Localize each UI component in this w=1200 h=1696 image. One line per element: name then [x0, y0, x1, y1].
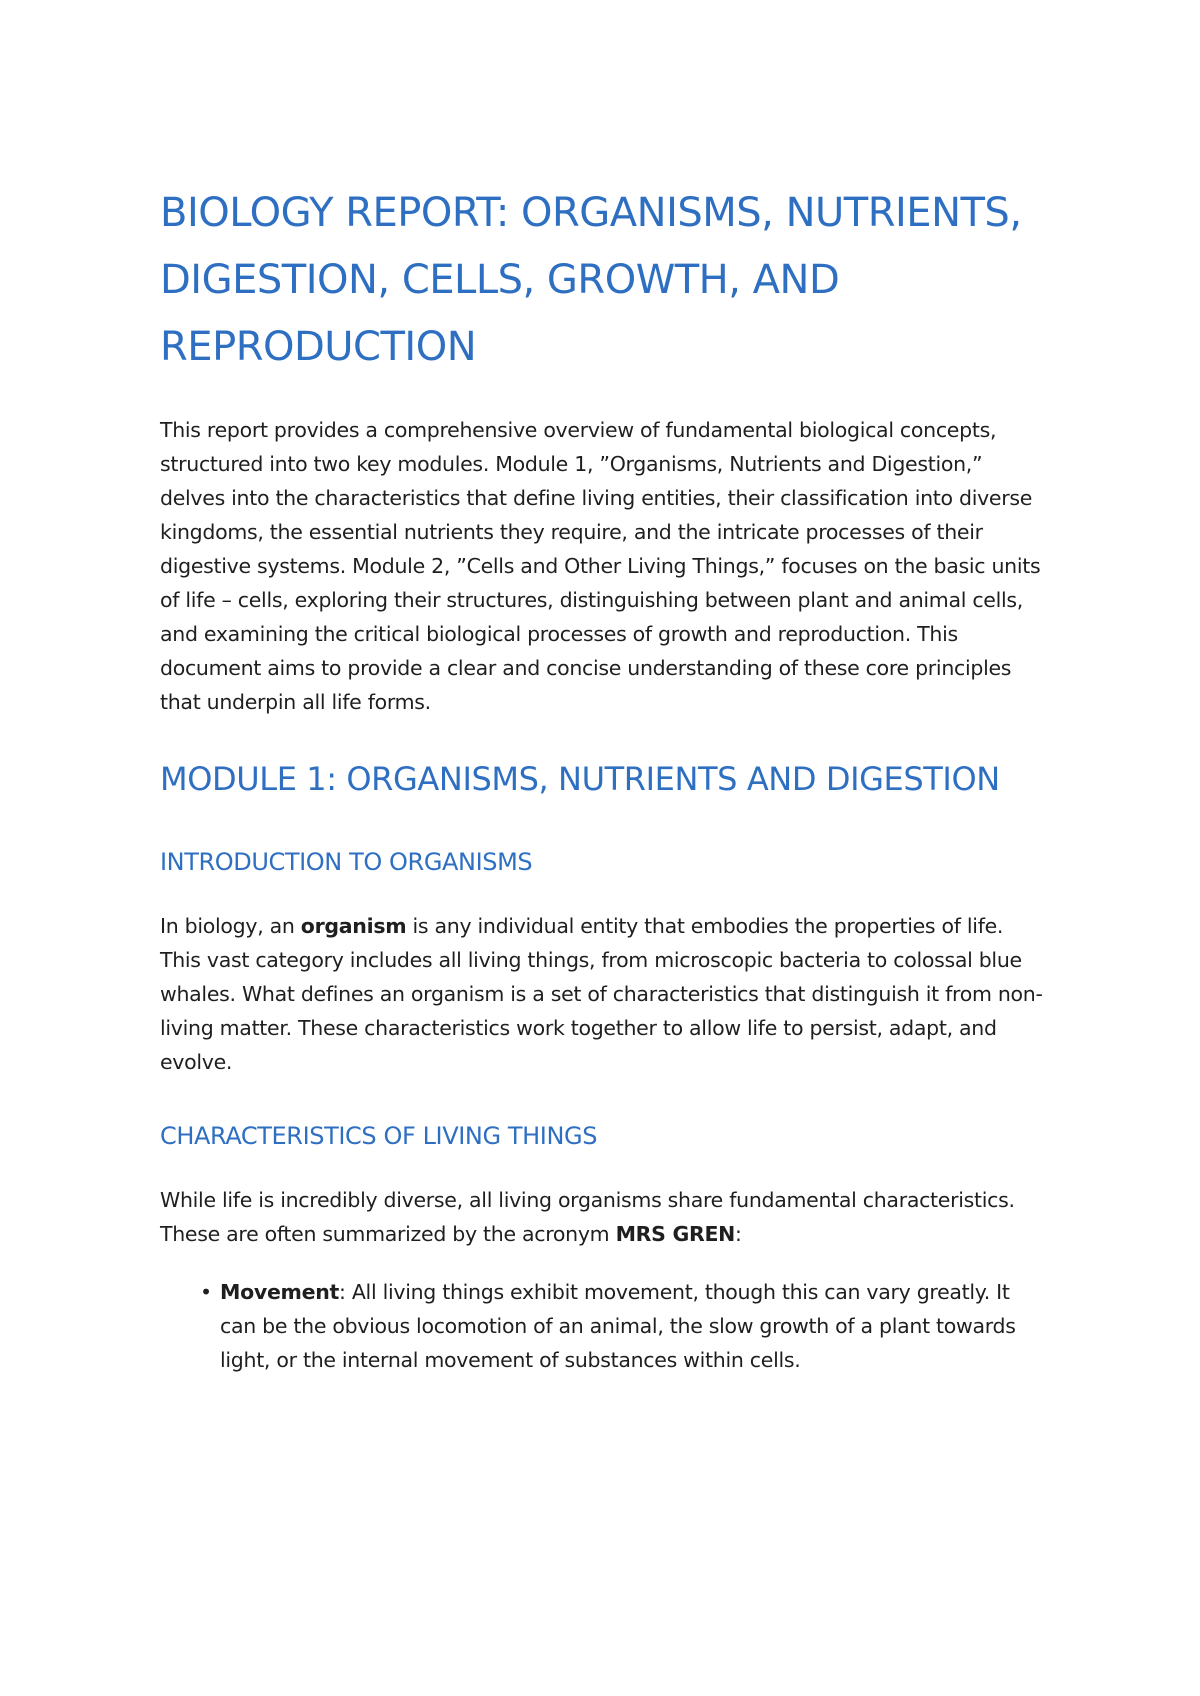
list-item-term: Movement	[220, 1280, 340, 1304]
paragraph-text: :	[735, 1222, 742, 1246]
characteristics-paragraph	[160, 1183, 1050, 1251]
intro-paragraph: This report provides a comprehensive overview of fundamental biological concepts, structured into two key modules. Module 1, ”Organisms, Nutrients and Digestion,” delves into the characteristics that define living entities, their classification into diverse kingdoms, the essential nutrients they require, and the intricate processes of their digestive systems. Module 2, ”Cells and Other Living Things,” focuses on the basic units of life – cells, exploring their structures, distinguishing between plant and animal cells, and examining the critical biological processes of growth and reproduction. This document aims to provide a clear and concise understanding of these core principles that underpin all life forms.	[160, 418, 1041, 714]
organism-term: organism	[300, 914, 407, 938]
characteristics-heading: CHARACTERISTICS OF LIVING THINGS	[160, 1122, 598, 1150]
module-1-heading: MODULE 1: ORGANISMS, NUTRIENTS AND DIGESTION	[160, 760, 1000, 798]
list-item	[200, 1275, 1050, 1377]
bullet-marker: •	[200, 1280, 212, 1304]
acronym-term: MRS GREN	[615, 1222, 736, 1246]
document-title: BIOLOGY REPORT: ORGANISMS, NUTRIENTS, DIGESTION, CELLS, GROWTH, AND REPRODUCTION	[160, 190, 1022, 370]
organism-definition-paragraph	[160, 909, 1050, 1079]
paragraph-text: While life is incredibly diverse, all living organisms share fundamental characteristics. These are often summarized by the acronym	[160, 1188, 1015, 1246]
introduction-to-organisms-heading: INTRODUCTION TO ORGANISMS	[160, 848, 533, 876]
paragraph-text: In biology, an	[160, 914, 301, 938]
characteristics-list	[160, 1275, 1050, 1377]
list-item-text: : All living things exhibit movement, though this can vary greatly. It can be the obvious locomotion of an animal, the slow growth of a plant towards light, or the internal movement of substances within cells.	[220, 1280, 1016, 1372]
document-page	[160, 180, 1050, 1377]
paragraph-text: is any individual entity that embodies the properties of life. This vast category includes all living things, from microscopic bacteria to colossal blue whales. What defines an organism is a set of characteristics that distinguish it from non-living matter. These characteristics work together to allow life to persist, adapt, and evolve.	[160, 914, 1043, 1074]
